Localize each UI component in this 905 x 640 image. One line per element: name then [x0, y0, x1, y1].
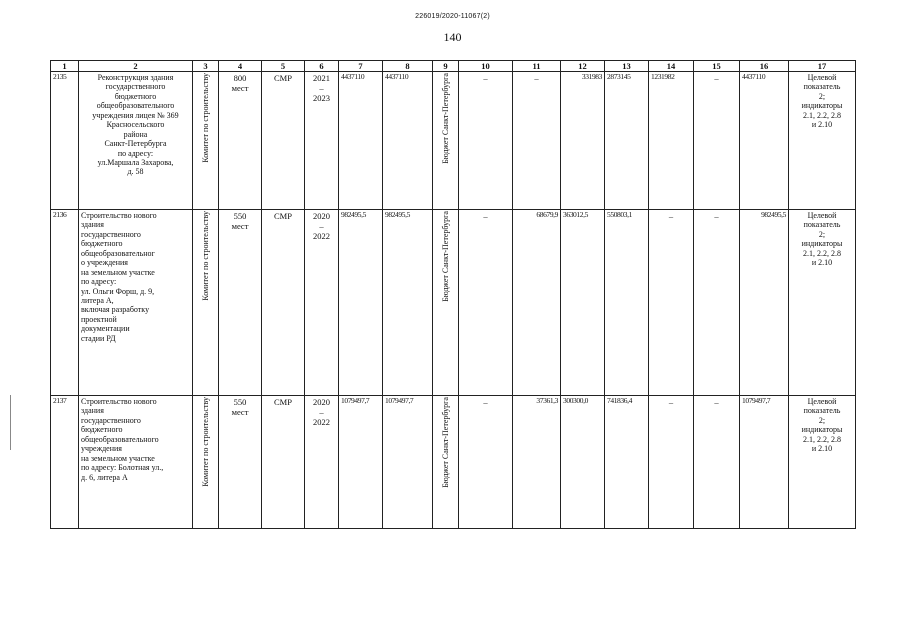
- value-col15: –: [694, 72, 740, 210]
- value-col16: 982495,5: [740, 210, 789, 396]
- value-col15: –: [694, 396, 740, 529]
- row-number: 2135: [51, 72, 79, 210]
- value-col14: 1231982: [649, 72, 694, 210]
- table-row: [51, 210, 856, 396]
- period: 2020 – 2022: [305, 396, 339, 529]
- period: 2021 – 2023: [305, 72, 339, 210]
- value-col13: 550803,1: [605, 210, 649, 396]
- customer-cell: [193, 72, 219, 210]
- column-header: 13: [605, 61, 649, 72]
- value-col12: 300300,0: [561, 396, 605, 529]
- column-header: 14: [649, 61, 694, 72]
- document-id: 226019/2020-11067(2): [415, 13, 490, 20]
- work-type: СМР: [262, 396, 305, 529]
- value-col8: 4437110: [383, 72, 433, 210]
- funding-source-cell: [433, 210, 459, 396]
- value-col7: 4437110: [339, 72, 383, 210]
- column-header: 8: [383, 61, 433, 72]
- capacity: 550 мест: [219, 210, 262, 396]
- customer: Комитет по строительству: [200, 211, 210, 301]
- value-col7: 1079497,7: [339, 396, 383, 529]
- customer-cell: [193, 210, 219, 396]
- row-number: 2136: [51, 210, 79, 396]
- column-header: 9: [433, 61, 459, 72]
- row-number: 2137: [51, 396, 79, 529]
- budget-table: [50, 60, 856, 529]
- customer-cell: [193, 396, 219, 529]
- column-header: 2: [79, 61, 193, 72]
- page-number: 140: [443, 30, 462, 44]
- value-col11: –: [513, 72, 561, 210]
- column-header: 1: [51, 61, 79, 72]
- target-indicator: Целевой показатель 2; индикаторы 2.1, 2.2, 2.8 и 2.10: [789, 396, 856, 529]
- capacity: 550 мест: [219, 396, 262, 529]
- value-col13: 741836,4: [605, 396, 649, 529]
- column-header: 6: [305, 61, 339, 72]
- column-header: 15: [694, 61, 740, 72]
- period: 2020 – 2022: [305, 210, 339, 396]
- column-header: 17: [789, 61, 856, 72]
- value-col10: –: [459, 210, 513, 396]
- object-name: Строительство нового здания государственного бюджетного общеобразовательного учреждения на земельном участке по адресу: Болотная ул., д. 6, литера А: [79, 396, 193, 529]
- column-header: 5: [262, 61, 305, 72]
- target-indicator: Целевой показатель 2; индикаторы 2.1, 2.2, 2.8 и 2.10: [789, 72, 856, 210]
- value-col14: –: [649, 210, 694, 396]
- value-col7: 982495,5: [339, 210, 383, 396]
- value-col14: –: [649, 396, 694, 529]
- customer: Комитет по строительству: [200, 397, 210, 487]
- funding-source: Бюджет Санкт-Петербурга: [440, 397, 450, 488]
- value-col8: 982495,5: [383, 210, 433, 396]
- scan-margin-mark: [10, 395, 11, 450]
- column-header: 3: [193, 61, 219, 72]
- column-header: 10: [459, 61, 513, 72]
- work-type: СМР: [262, 210, 305, 396]
- column-header: 16: [740, 61, 789, 72]
- value-col10: –: [459, 72, 513, 210]
- funding-source-cell: [433, 72, 459, 210]
- column-header: 4: [219, 61, 262, 72]
- funding-source: Бюджет Санкт-Петербурга: [440, 211, 450, 302]
- target-indicator: Целевой показатель 2; индикаторы 2.1, 2.2, 2.8 и 2.10: [789, 210, 856, 396]
- column-header: 11: [513, 61, 561, 72]
- table-row: [51, 72, 856, 210]
- value-col11: 68679,9: [513, 210, 561, 396]
- value-col11: 37361,3: [513, 396, 561, 529]
- funding-source: Бюджет Санкт-Петербурга: [440, 73, 450, 164]
- column-header: 12: [561, 61, 605, 72]
- value-col13: 2873145: [605, 72, 649, 210]
- value-col10: –: [459, 396, 513, 529]
- work-type: СМР: [262, 72, 305, 210]
- funding-source-cell: [433, 396, 459, 529]
- value-col12: 331983: [561, 72, 605, 210]
- object-name: Реконструкция здания государственного бюджетного общеобразовательного учреждения лицея № 369 Красносельского района Санкт-Петербурга по адресу: ул.Маршала Захарова, д. 58: [79, 72, 193, 210]
- value-col16: 1079497,7: [740, 396, 789, 529]
- customer: Комитет по строительству: [200, 73, 210, 163]
- table-row: [51, 396, 856, 529]
- header-row: [51, 61, 856, 72]
- value-col12: 363012,5: [561, 210, 605, 396]
- value-col15: –: [694, 210, 740, 396]
- value-col16: 4437110: [740, 72, 789, 210]
- capacity: 800 мест: [219, 72, 262, 210]
- object-name: Строительство нового здания государственного бюджетного общеобразовательног о учреждения на земельном участке по адресу: ул. Ольги Форш, д. 9, литера А, включая разработку проектной документации стадии РД: [79, 210, 193, 396]
- value-col8: 1079497,7: [383, 396, 433, 529]
- column-header: 7: [339, 61, 383, 72]
